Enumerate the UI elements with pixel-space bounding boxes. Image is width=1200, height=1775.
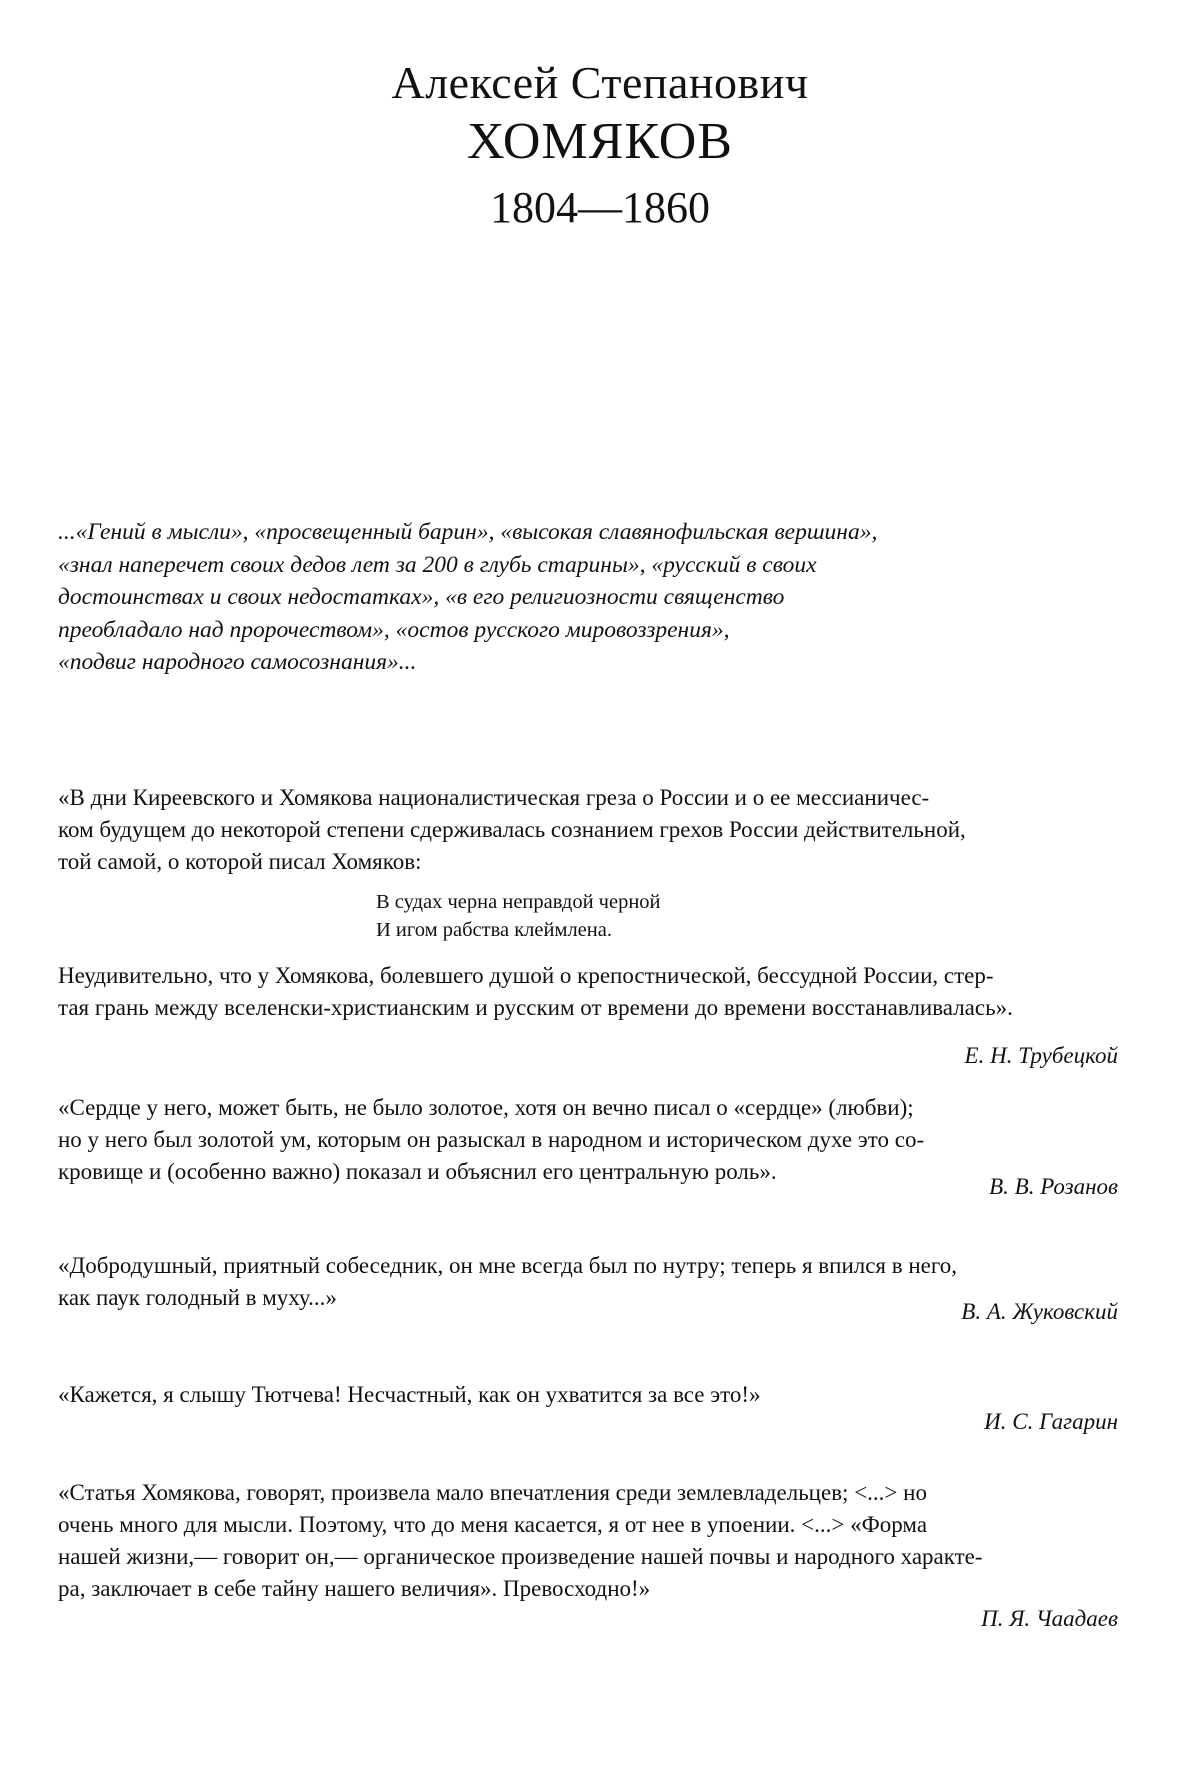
quote-line: «Сердце у него, может быть, не было золотое, хотя он вечно писал о «сердце» (любви); [58,1095,914,1120]
author-gagarin: И. С. Гагарин [984,1409,1118,1434]
quote-line: «Статья Хомякова, говорят, произвела мало впечатления среди землевладельцев; <...> но [58,1480,927,1505]
quote-line: ком будущем до некоторой степени сдерживалась сознанием грехов России действительной, [58,817,966,842]
author-rozanov: В. В. Розанов [989,1174,1118,1199]
verse-line: В судах черна неправдой черной [376,891,661,913]
quote-line: тая грань между вселенски-христианским и русским от времени до времени восстанавливалась». [58,995,1013,1020]
person-surname: ХОМЯКОВ [466,113,733,170]
quote-line: очень много для мысли. Поэтому, что до меня касается, я от нее в упоении. <...> «Форма [58,1512,928,1537]
quote-line: «Добродушный, приятный собеседник, он мне всегда был по нутру; теперь я впился в него, [58,1253,957,1278]
title-block [0,55,1200,239]
quote-line: кровище и (особенно важно) показал и объяснил его центральную роль». [58,1159,777,1184]
life-years: 1804—1860 [490,183,710,232]
epigraph-line: «подвиг народного самосознания»... [58,649,417,675]
author-zhukovsky: В. А. Жуковский [961,1299,1118,1324]
quote-trubetskoy [58,782,1118,1024]
author-chaadaev: П. Я. Чаадаев [981,1606,1118,1631]
quote-line: «Кажется, я слышу Тютчева! Несчастный, как он ухватится за все это!» [58,1382,761,1407]
author-trubetskoy: Е. Н. Трубецкой [964,1043,1118,1068]
quote-line: Неудивительно, что у Хомякова, болевшего душой о крепостнической, бессудной России, стер- [58,963,994,988]
quote-rozanov [58,1092,1118,1188]
epigraph-line: ...«Гений в мысли», «просвещенный барин», «высокая славянофильская вершина», [58,519,878,545]
quote-line: той самой, о которой писал Хомяков: [58,849,422,874]
quote-zhukovsky [58,1250,1118,1314]
quote-chaadaev [58,1477,1118,1605]
epigraph-line: преобладало над пророчеством», «остов русского мировоззрения», [58,616,730,643]
quote-line: «В дни Киреевского и Хомякова националистическая греза о России и о ее мессианичес- [58,785,930,810]
quote-line: как паук голодный в муху...» [58,1285,337,1310]
verse-excerpt [376,888,1118,944]
quote-gagarin [58,1379,1118,1411]
epigraph-line: достоинствах и своих недостатках», «в его религиозности священство [58,584,785,610]
quote-line: ра, заключает в себе тайну нашего величия». Превосходно!» [58,1576,651,1601]
verse-line: И игом рабства клеймлена. [376,919,612,941]
epigraph-line: «знал наперечет своих дедов лет за 200 в глубь старины», «русский в своих [58,551,817,578]
quote-line: но у него был золотой ум, которым он разыскал в народном и историческом духе это со- [58,1127,925,1152]
epigraph [58,516,1088,679]
person-name: Алексей Степанович [391,57,809,108]
quote-line: нашей жизни,— говорит он,— органическое произведение нашей почвы и народного характе- [58,1544,983,1569]
